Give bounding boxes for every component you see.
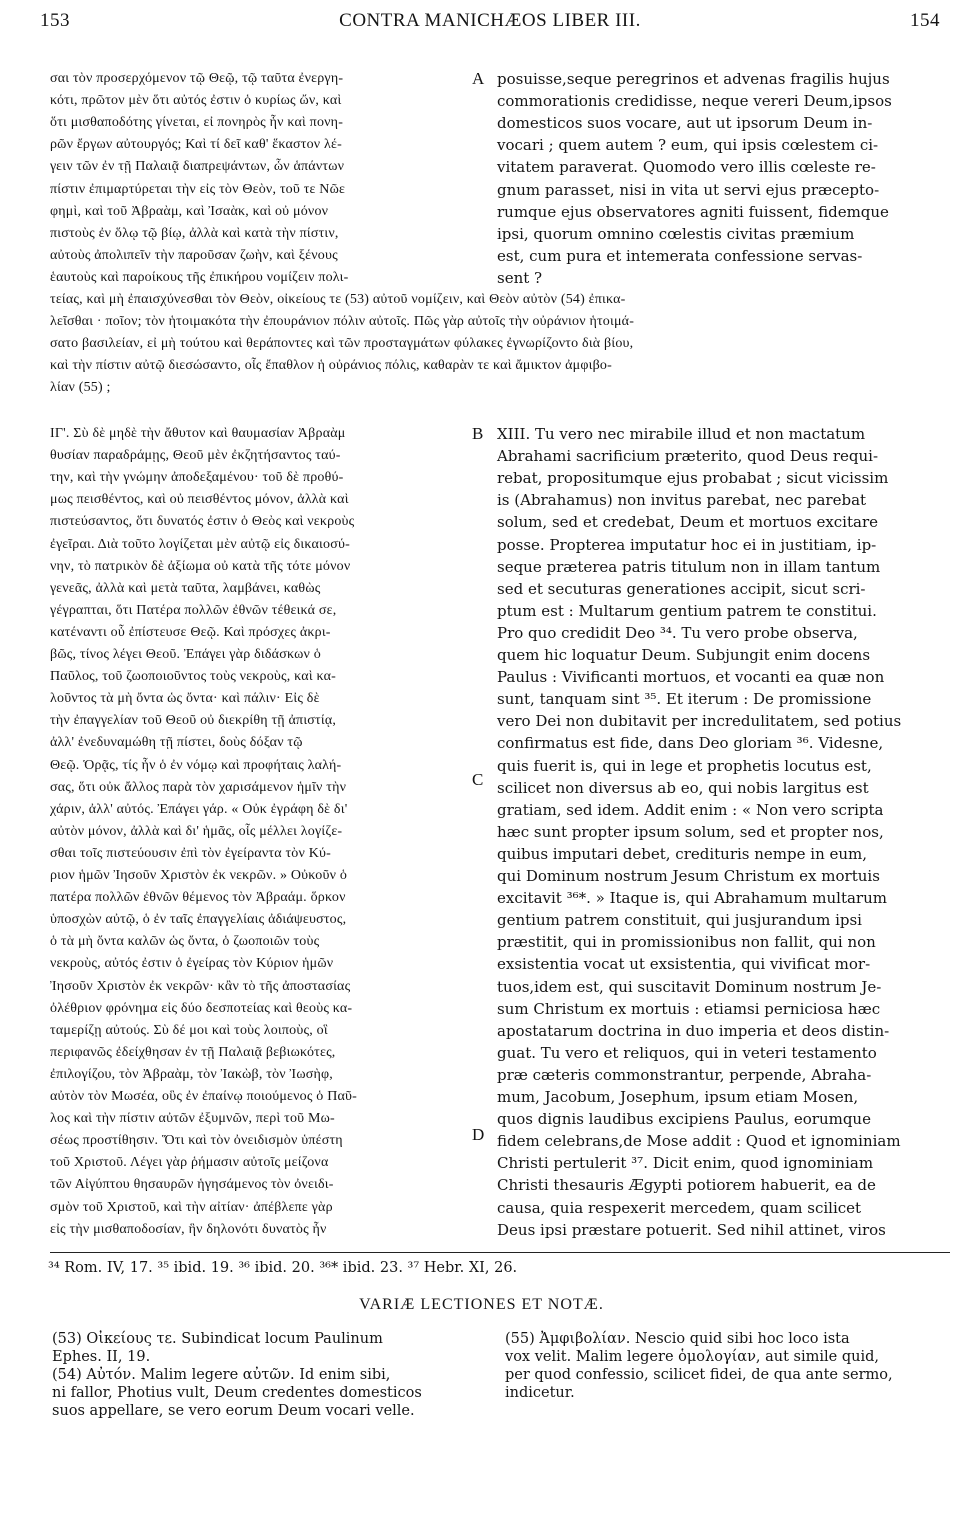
latin-line: domesticos suos vocare, aut ut ipsorum Deum in- — [497, 114, 873, 133]
variae-note-line: (53) Οἰκείους τε. Subindicat locum Paulinum — [52, 1331, 383, 1347]
latin-line: sed et secuturas generationes accipit, sicut scri- — [497, 579, 866, 598]
greek-line: τοῦ Χριστοῦ. Λέγει γὰρ ῥήμασιν αὐτοῖς μείζονα — [50, 1155, 329, 1171]
latin-line: apostatarum doctrina in duo imperia et deos distin- — [497, 1021, 890, 1040]
greek-line: τὴν ἐπαγγελίαν τοῦ Θεοῦ οὐ διεκρίθη τῇ ἀπιστίᾳ, — [50, 713, 337, 729]
section-marker-b: B — [472, 424, 484, 443]
latin-line: posse. Propterea imputatur hoc ei in justitiam, ip- — [497, 535, 877, 554]
greek-line: ρῶν ἔργων αὐτουργός; Καὶ τί δεῖ καθ' ἕκαστον λέ- — [50, 137, 342, 153]
greek-full-line: καὶ τὴν πίστιν αὐτῷ διεσώσαντο, οἷς ἔπαθλον ἡ οὐράνιος πόλις, καθαρὰν τε καὶ ἄμικτον ἀμφιβο- — [50, 358, 612, 374]
latin-line: ipsi, quorum omnino cœlestis civitas præmium — [497, 224, 855, 243]
latin-line: exsistentia vocat ut exsistentia, qui vivificat mor- — [497, 955, 871, 974]
latin-line: Pro quo credidit Deo ³⁴. Tu vero probe observa, — [497, 623, 858, 642]
greek-line: βῶς, τίνος λέγει Θεοῦ. Ἐπάγει γὰρ διδάσκων ὁ — [50, 647, 321, 662]
greek-line: σθαι τοῖς πιστεύουσιν ἐπὶ τὸν ἐγείραντα τὸν Κύ- — [50, 845, 331, 861]
latin-line: solum, sed et credebat, Deum et mortuos excitare — [497, 513, 878, 532]
latin-line: Christi thesauris Ægypti potiorem habuerit, ea de — [497, 1176, 876, 1195]
latin-line: fidem celebrans,de Mose addit : Quod et ignominiam — [497, 1132, 901, 1151]
latin-line: Deus ipsi præstare potuerit. Sed nihil attinet, viros — [497, 1220, 886, 1239]
latin-line: rebat, propositumque ejus probabat ; sicut vicissim — [497, 469, 889, 488]
latin-line: vero Dei non dubitavit per incredulitatem, sed potius — [497, 712, 902, 731]
section-marker-d: D — [472, 1125, 485, 1144]
variae-note-line: indicetur. — [505, 1385, 575, 1401]
greek-line: πιστοὺς ἐν ὅλῳ τῷ βίῳ, ἀλλὰ καὶ κατὰ τὴν πίστιν, — [50, 225, 339, 241]
greek-line: λος καὶ τὴν πίστιν αὐτῶν ἐξυμνῶν, περὶ τοῦ Μω- — [50, 1111, 335, 1127]
greek-line: γειν τῶν ἐν τῇ Παλαιᾷ διαπρεψάντων, ὧν ἁπάντων — [50, 159, 345, 175]
greek-line: χάριν, ἀλλ' αὐτός. Ἐπάγει γάρ. « Οὐκ ἐγράφη δὲ δι' — [50, 801, 348, 817]
greek-line: αὐτοὺς ἀπολιπεῖν τὴν παροῦσαν ζωὴν, καὶ ξένους — [50, 247, 338, 263]
greek-line: ὑποσχὼν αὐτῷ, ὁ ἐν ταῖς ἐπαγγελίαις ἀδιάψευστος, — [50, 912, 347, 928]
variae-note-line: per quod confessio, scilicet fidei, de qua ante sermo, — [505, 1367, 893, 1383]
greek-line: φημὶ, καὶ τοῦ Ἀβραὰμ, καὶ Ἰσαὰκ, καὶ οὐ μόνον — [50, 203, 329, 219]
greek-line: τῶν Αἰγύπτου θησαυρῶν ἡγησάμενος τὸν ὀνειδι- — [50, 1177, 334, 1193]
latin-line: rumque ejus observatores agniti fuissent, fidemque — [497, 202, 889, 221]
greek-line: ὁ τὰ μὴ ὄντα καλῶν ὡς ὄντα, ὁ ζωοποιῶν τοὺς — [50, 934, 320, 950]
latin-line: præ cæteris commonstrantur, perpende, Abraha- — [497, 1065, 872, 1084]
latin-line: præstitit, qui in promissionibus non fallit, qui non — [497, 933, 876, 952]
latin-line: excitavit ³⁶*. » Itaque is, qui Abrahamum multarum — [497, 889, 887, 908]
greek-line: εἰς τὴν μισθαποδοσίαν, ἣν δηλονότι δυνατὸς ἦν — [50, 1221, 327, 1237]
greek-line: θυσίαν παραδράμῃς, Θεοῦ μὲν ἐκζητήσαντος ταύ- — [50, 448, 341, 464]
greek-line: περιφανῶς ἐδείχθησαν ἐν τῇ Παλαιᾷ βεβιωκότες, — [50, 1044, 336, 1060]
variae-note-line: suos appellare, se vero eorum Deum vocari velle. — [52, 1403, 415, 1419]
greek-line: σας, ὅτι οὐκ ἄλλος παρὰ τὸν χαρισάμενον ἡμῖν τὴν — [50, 779, 347, 795]
latin-line: est, cum pura et intemerata confessione servas- — [497, 246, 863, 265]
greek-line: ἑαυτοὺς καὶ παροίκους τῆς ἐπικήρου νομίζειν πολι- — [50, 269, 349, 285]
greek-line: αὐτὸν τὸν Μωσέα, οὓς ἐν ἐπαίνῳ ποιούμενος ὁ Παῦ- — [50, 1089, 358, 1104]
latin-line: tuos,idem est, qui suscitavit Dominum nostrum Je- — [497, 977, 882, 996]
greek-line: πατέρα πολλῶν ἐθνῶν θέμενος τὸν Ἀβραάμ. ὅρκον — [50, 890, 346, 906]
greek-line: ὅτι μισθαποδότης γίνεται, εἰ πονηρὸς ἦν καὶ πονη- — [50, 115, 344, 131]
running-title: CONTRA MANICHÆOS LIBER III. — [339, 10, 641, 31]
greek-line: ὀλέθριον φρόνημα εἰς δύο δεσποτείας καὶ θεοὺς κα- — [50, 1000, 353, 1016]
greek-line: πίστιν ἐπιμαρτύρεται τὴν εἰς τὸν Θεὸν, τοῦ τε Νῶε — [50, 181, 346, 197]
page-number-left: 153 — [40, 10, 70, 31]
latin-line: sent ? — [497, 268, 543, 287]
latin-line: gnum parasset, nisi in vita ut servi ejus præcepto- — [497, 180, 880, 199]
greek-full-line: τείας, καὶ μὴ ἐπαισχύνεσθαι τὸν Θεὸν, οἰκείους τε (53) αὐτοῦ νομίζειν, καὶ Θεὸν αὐτὸν (54) ἐπικα- — [50, 292, 626, 307]
footnote-rule — [50, 1252, 950, 1253]
greek-line: ἐγεῖραι. Διὰ τοῦτο λογίζεται μὲν αὐτῷ εἰς δικαιοσύ- — [50, 536, 350, 552]
latin-line: qui Dominum nostrum Jesum Christum ex mortuis — [497, 867, 880, 885]
latin-line: gentium patrem constituit, qui jusjurandum ipsi — [497, 911, 862, 930]
latin-line: scilicet non diversus ab eo, qui nobis largitus est — [497, 778, 869, 797]
greek-line: Θεῷ. Ὁρᾷς, τίς ἦν ὁ ἐν νόμῳ καὶ προφήταις λαλή- — [50, 757, 342, 773]
latin-line: seque præterea patris titulum non in illam tantum — [497, 557, 881, 576]
latin-line: ptum est : Multarum gentium patrem te constitui. — [497, 601, 877, 620]
greek-line: ταμερίζῃ αὐτούς. Σὺ δέ μοι καὶ τοὺς λοιποὺς, οἳ — [50, 1022, 328, 1038]
latin-line: Abrahami sacrificium præterito, quod Deus requi- — [497, 447, 879, 466]
latin-line: XIII. Tu vero nec mirabile illud et non mactatum — [497, 425, 866, 443]
greek-line: αὐτὸν μόνον, ἀλλὰ καὶ δι' ἡμᾶς, οἷς μέλλει λογίζε- — [50, 823, 343, 839]
greek-line: λοῦντος τὰ μὴ ὄντα ὡς ὄντα· καὶ πάλιν· Εἰς δὲ — [50, 691, 320, 707]
latin-line: vitatem paraverat. Quomodo vero illis cœleste re- — [497, 158, 876, 177]
page-number-right: 154 — [910, 10, 940, 31]
greek-line: πιστεύσαντος, ὅτι δυνατός ἐστιν ὁ Θεὸς καὶ νεκροὺς — [50, 514, 355, 530]
greek-line: μως πεισθέντος, καὶ οὐ πεισθέντος μόνον, ἀλλὰ καὶ — [50, 492, 349, 508]
latin-line: quis fuerit is, qui in lege et prophetis locutus est, — [497, 756, 872, 775]
latin-line: hæc sunt propter ipsum solum, sed et propter nos, — [497, 822, 884, 841]
greek-line: ριον ἡμῶν Ἰησοῦν Χριστὸν ἐκ νεκρῶν. » Οὐκοῦν ὁ — [50, 868, 348, 883]
latin-line: guat. Tu vero et reliquos, qui in veteri testamento — [497, 1043, 877, 1062]
variae-heading: VARIÆ LECTIONES ET NOTÆ. — [359, 1296, 604, 1313]
section-marker-c: C — [472, 770, 484, 789]
greek-line: κατέναντι οὗ ἐπίστευσε Θεῷ. Καὶ πρόσχες ἀκρι- — [50, 624, 331, 640]
greek-line: νην, τὸ πατρικὸν δὲ ἀξίωμα οὐ κατὰ τῆς τότε μόνον — [50, 558, 351, 574]
variae-note-line: (55) Ἀμφιβολίαν. Nescio quid sibi hoc loco ista — [505, 1331, 850, 1347]
latin-line: quibus imputari debet, credituris nempe in eum, — [497, 844, 868, 863]
greek-line: Παῦλος, τοῦ ζωοποιοῦντος τοὺς νεκροὺς, καὶ κα- — [50, 669, 337, 685]
latin-line: sum Christum ex mortuis : etiamsi perniciosa hæc — [497, 999, 881, 1018]
greek-line: ἀλλ' ἐνεδυναμώθη τῇ πίστει, δοὺς δόξαν τῷ — [50, 735, 303, 751]
variae-note-line: Ephes. II, 19. — [52, 1349, 151, 1365]
latin-line: gratiam, sed idem. Addit enim : « Non vero scripta — [497, 800, 884, 819]
greek-line: σμὸν τοῦ Χριστοῦ, καὶ τὴν αἰτίαν· ἀπέβλεπε γὰρ — [50, 1199, 333, 1215]
greek-full-line: λεῖσθαι · ποῖον; τὸν ἡτοιμακότα τὴν ἐπουράνιον πόλιν αὐτοῖς. Πῶς γὰρ αὐτοῖς τὴν οὐράνιον ἡτοιμά- — [50, 314, 635, 330]
greek-line: νεκροὺς, αὐτός ἐστιν ὁ ἐγείρας τὸν Κύριον ἡμῶν — [50, 956, 334, 972]
latin-line: quos dignis laudibus excipiens Paulus, eorumque — [497, 1110, 871, 1129]
latin-line: Christi pertulerit ³⁷. Dicit enim, quod ignominiam — [497, 1154, 874, 1173]
footnotes: ³⁴ Rom. IV, 17. ³⁵ ibid. 19. ³⁶ ibid. 20. ³⁶* ibid. 23. ³⁷ Hebr. XI, 26. — [48, 1260, 518, 1276]
greek-line: γέγραπται, ὅτι Πατέρα πολλῶν ἐθνῶν τέθεικά σε, — [50, 602, 337, 618]
greek-line: Ἰησοῦν Χριστὸν ἐκ νεκρῶν· κἂν τὸ τῆς ἀποστασίας — [50, 978, 351, 994]
latin-line: commorationis credidisse, neque vereri Deum,ipsos — [497, 92, 892, 111]
greek-line: κότι, πρῶτον μὲν ὅτι αὐτός ἐστιν ὁ κυρίως ὤν, καὶ — [50, 93, 342, 109]
page-header — [40, 10, 940, 38]
greek-full-line: σατο βασιλείαν, εἰ μὴ τούτου καὶ θεράποντες καὶ τῶν προσταγμάτων φύλακες ἐγνωρίζοντο διὰ βίου, — [50, 336, 634, 352]
latin-line: posuisse,seque peregrinos et advenas fragilis hujus — [497, 70, 890, 88]
section-marker-a: A — [472, 69, 485, 88]
latin-line: Paulus : Vivificanti mortuos, et vocanti ea quæ non — [497, 668, 885, 687]
latin-line: is (Abrahamus) non invitus parebat, nec parebat — [497, 491, 867, 510]
latin-line: causa, quia respexerit mercedem, quam scilicet — [497, 1198, 862, 1217]
greek-line: ΙΓ'. Σὺ δὲ μηδὲ τὴν ἄθυτον καὶ θαυμασίαν Ἀβραὰμ — [50, 426, 346, 441]
variae-note-line: ni fallor, Photius vult, Deum credentes domesticos — [52, 1385, 422, 1401]
latin-line: vocari ; quem autem ? eum, qui ipsis cœlestem ci- — [497, 136, 879, 155]
latin-line: mum, Jacobum, Josephum, ipsum etiam Mosen, — [497, 1088, 859, 1106]
greek-line: γενεᾶς, ἀλλὰ καὶ μετὰ ταῦτα, λαμβάνει, καθὼς — [50, 580, 321, 596]
greek-line: σέως προστίθησιν. Ὅτι καὶ τὸν ὀνειδισμὸν ὑπέστη — [50, 1133, 343, 1149]
greek-full-line: λίαν (55) ; — [50, 380, 111, 396]
latin-line: sunt, tanquam sint ³⁵. Et iterum : De promissione — [497, 690, 872, 709]
greek-line: ἐπιλογίζου, τὸν Ἀβραὰμ, τὸν Ἰακὼβ, τὸν Ἰωσὴφ, — [50, 1066, 333, 1082]
latin-line: quem hic loquatur Deum. Subjungit enim docens — [497, 646, 871, 664]
greek-line: την, καὶ τὴν γνώμην ἀποδεξαμένου· τοῦ δὲ προθύ- — [50, 470, 344, 486]
greek-line: σαι τὸν προσερχόμενον τῷ Θεῷ, τῷ ταῦτα ἐνεργη- — [50, 71, 344, 86]
variae-note-line: (54) Αὐτόν. Malim legere αὐτῶν. Id enim sibi, — [52, 1367, 391, 1383]
variae-note-line: vox velit. Malim legere ὁμολογίαν, aut simile quid, — [505, 1349, 879, 1365]
latin-line: confirmatus est fide, dans Deo gloriam ³⁶. Videsne, — [497, 734, 884, 753]
